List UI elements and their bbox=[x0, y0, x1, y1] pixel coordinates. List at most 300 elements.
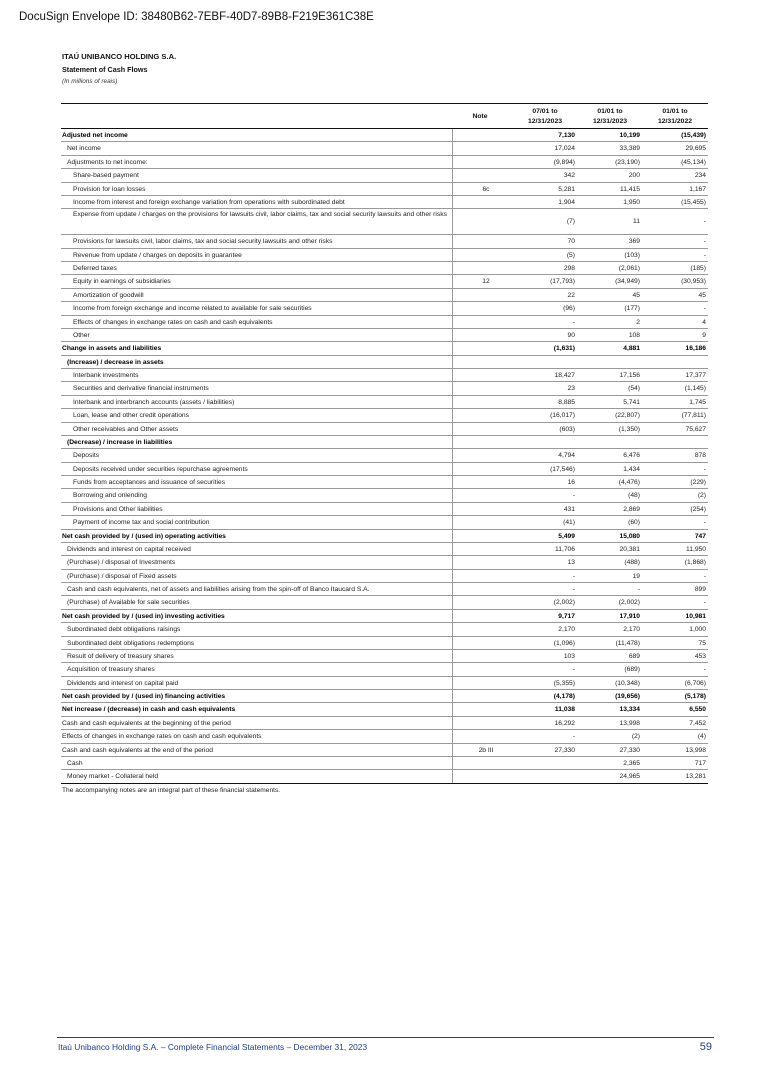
row-label: (Decrease) / increase in liabilities bbox=[67, 438, 173, 446]
row-value-period-2: 369 bbox=[628, 238, 640, 246]
row-value-period-1: - bbox=[572, 318, 575, 326]
column-divider bbox=[452, 129, 453, 142]
row-value-period-2: 13,334 bbox=[619, 706, 640, 714]
column-divider bbox=[452, 342, 453, 355]
column-divider bbox=[452, 703, 453, 716]
table-row bbox=[61, 543, 708, 556]
row-label: Funds from acceptances and issuance of securities bbox=[73, 479, 226, 486]
row-value-period-1: (7) bbox=[566, 218, 575, 226]
row-value-period-1: 2,170 bbox=[558, 626, 575, 634]
row-value-period-2: 5,741 bbox=[623, 398, 640, 406]
row-value-period-1: 18,427 bbox=[554, 372, 575, 379]
row-value-period-1: (603) bbox=[559, 425, 575, 433]
row-label: Loan, lease and other credit operations bbox=[73, 412, 189, 420]
row-value-period-3: 17,377 bbox=[685, 372, 706, 379]
table-row bbox=[61, 730, 708, 743]
row-value-period-1: (2,002) bbox=[553, 599, 575, 607]
column-divider bbox=[452, 623, 453, 636]
column-divider bbox=[452, 610, 453, 623]
footer-rule bbox=[57, 1037, 714, 1038]
column-header-period-3 bbox=[642, 107, 708, 127]
row-label: Net cash provided by / (used in) investing activities bbox=[62, 612, 225, 620]
row-label: Net increase / (decrease) in cash and cash equivalents bbox=[62, 706, 236, 714]
row-value-period-1: 27,330 bbox=[554, 746, 575, 754]
row-value-period-1: 22 bbox=[567, 291, 575, 299]
column-header-period-1-line1: 07/01 to bbox=[532, 108, 558, 115]
table-row bbox=[61, 209, 708, 235]
row-value-period-2: (10,348) bbox=[615, 679, 640, 687]
row-value-period-1: 11,038 bbox=[554, 706, 575, 714]
row-value-period-3: 453 bbox=[694, 652, 706, 660]
cash-flow-table bbox=[61, 129, 708, 784]
row-label: (Purchase) of Available for sale securities bbox=[67, 599, 190, 607]
column-divider bbox=[452, 770, 453, 783]
row-value-period-1: (4,178) bbox=[553, 693, 575, 700]
row-value-period-3: 9 bbox=[702, 331, 706, 339]
row-value-period-2: 15,080 bbox=[619, 532, 640, 540]
row-label: Securities and derivative financial instruments bbox=[73, 385, 209, 393]
row-value-period-3: 10,981 bbox=[685, 612, 706, 620]
table-row bbox=[61, 556, 708, 569]
row-label: Payment of income tax and social contribution bbox=[73, 519, 210, 527]
row-value-period-1: 5,499 bbox=[558, 532, 575, 540]
row-value-period-1: (17,546) bbox=[550, 465, 575, 473]
table-row bbox=[61, 275, 708, 288]
row-value-period-2: (103) bbox=[624, 251, 640, 259]
table-row bbox=[61, 570, 708, 583]
column-divider bbox=[452, 289, 453, 302]
row-value-period-2: 11,415 bbox=[620, 185, 640, 193]
row-label: Interbank investments bbox=[73, 372, 139, 379]
table-row bbox=[61, 530, 708, 543]
table-row bbox=[61, 637, 708, 650]
table-row bbox=[61, 690, 708, 703]
row-value-period-3: (15,455) bbox=[681, 198, 706, 206]
column-divider bbox=[452, 409, 453, 422]
row-label: (Purchase) / disposal of Investments bbox=[67, 559, 176, 567]
row-value-period-1: (41) bbox=[563, 519, 575, 527]
row-value-period-3: - bbox=[703, 218, 706, 226]
row-value-period-3: 13,998 bbox=[685, 746, 706, 754]
row-value-period-1: 7,130 bbox=[558, 132, 575, 139]
row-value-period-1: 70 bbox=[567, 238, 575, 246]
table-row bbox=[61, 770, 708, 783]
row-value-period-1: (17,793) bbox=[550, 278, 575, 286]
row-value-period-2: (34,949) bbox=[615, 278, 640, 286]
row-label: Net cash provided by / (used in) financing activities bbox=[62, 693, 226, 700]
column-divider bbox=[452, 302, 453, 315]
table-row bbox=[61, 183, 708, 196]
row-label: Net income bbox=[67, 145, 101, 153]
column-divider bbox=[452, 156, 453, 169]
table-row bbox=[61, 196, 708, 209]
column-divider bbox=[452, 235, 453, 248]
row-value-period-2: 13,998 bbox=[619, 719, 640, 727]
table-row bbox=[61, 677, 708, 690]
column-divider bbox=[452, 356, 453, 369]
row-value-period-2: 27,330 bbox=[619, 746, 640, 754]
row-value-period-1: - bbox=[572, 492, 575, 500]
row-label: (Increase) / decrease in assets bbox=[67, 358, 164, 366]
row-value-period-2: 33,389 bbox=[619, 145, 640, 153]
column-divider bbox=[452, 449, 453, 462]
row-value-period-3: - bbox=[703, 465, 706, 473]
column-header-period-3-line2: 12/31/2022 bbox=[657, 118, 693, 125]
table-row bbox=[61, 583, 708, 596]
table-row bbox=[61, 663, 708, 676]
column-header-period-2 bbox=[577, 107, 643, 127]
row-label: Interbank and interbranch accounts (assets / liabilities) bbox=[73, 398, 235, 406]
column-header-period-2-line2: 12/31/2023 bbox=[592, 118, 628, 125]
row-value-period-3: - bbox=[703, 305, 706, 313]
table-row bbox=[61, 262, 708, 275]
row-value-period-1: 11,706 bbox=[555, 545, 575, 553]
row-value-period-1: 298 bbox=[563, 265, 575, 272]
row-value-period-1: 16,292 bbox=[554, 719, 575, 727]
row-value-period-2: 4,881 bbox=[623, 345, 640, 353]
row-value-period-3: (185) bbox=[690, 265, 706, 272]
row-value-period-2: 17,910 bbox=[619, 612, 640, 620]
table-row bbox=[61, 757, 708, 770]
row-value-period-3: (1,145) bbox=[684, 385, 706, 393]
row-note: 2b III bbox=[478, 746, 494, 754]
page-number: 59 bbox=[699, 1041, 712, 1053]
table-row bbox=[61, 503, 708, 516]
table-row bbox=[61, 382, 708, 395]
table-row bbox=[61, 129, 708, 142]
column-divider bbox=[452, 690, 453, 703]
row-value-period-1: 1,904 bbox=[558, 198, 575, 206]
row-value-period-2: 10,199 bbox=[619, 132, 640, 139]
row-value-period-3: 11,950 bbox=[686, 545, 706, 553]
column-divider bbox=[452, 329, 453, 342]
row-value-period-3: (254) bbox=[690, 505, 706, 513]
table-row bbox=[61, 396, 708, 409]
row-label: Income from interest and foreign exchange variation from operations with subordinated debt bbox=[73, 198, 345, 206]
column-divider bbox=[452, 142, 453, 155]
row-value-period-2: 1,434 bbox=[623, 465, 640, 473]
column-divider bbox=[452, 183, 453, 196]
row-value-period-1: 23 bbox=[567, 385, 575, 393]
row-value-period-3: (45,134) bbox=[681, 158, 706, 166]
row-label: Cash bbox=[67, 759, 83, 767]
row-value-period-2: (4,476) bbox=[618, 479, 640, 486]
row-value-period-2: (1,350) bbox=[618, 425, 640, 433]
row-value-period-3: (5,178) bbox=[684, 693, 706, 700]
row-value-period-3: - bbox=[703, 519, 706, 527]
table-row bbox=[61, 463, 708, 476]
table-row bbox=[61, 610, 708, 623]
row-label: Equity in earnings of subsidiaries bbox=[73, 278, 171, 286]
row-value-period-2: 2 bbox=[636, 318, 640, 326]
row-value-period-1: (1,631) bbox=[553, 345, 575, 353]
row-value-period-3: 899 bbox=[694, 586, 706, 593]
row-label: Cash and cash equivalents at the end of the period bbox=[62, 746, 213, 754]
row-value-period-1: 8,885 bbox=[558, 398, 575, 406]
row-value-period-3: - bbox=[703, 572, 706, 580]
row-value-period-1: 90 bbox=[567, 331, 575, 339]
row-label: Dividends and interest on capital received bbox=[67, 545, 191, 553]
row-value-period-1: 4,794 bbox=[558, 452, 575, 460]
row-value-period-3: (4) bbox=[697, 733, 706, 741]
row-note: 6c bbox=[482, 185, 490, 193]
column-divider bbox=[452, 516, 453, 529]
column-divider bbox=[452, 543, 453, 556]
column-divider bbox=[452, 717, 453, 730]
column-divider bbox=[452, 262, 453, 275]
row-label: Amortization of goodwill bbox=[73, 291, 144, 299]
column-divider bbox=[452, 369, 453, 382]
row-label: Cash and cash equivalents at the beginning of the period bbox=[62, 719, 231, 727]
row-value-period-2: (689) bbox=[624, 666, 640, 674]
table-row bbox=[61, 650, 708, 663]
row-value-period-1: - bbox=[572, 586, 575, 593]
row-value-period-2: 6,476 bbox=[623, 452, 640, 460]
row-label: Subordinated debt obligations raisings bbox=[67, 626, 181, 634]
row-label: Adjustments to net income: bbox=[67, 158, 148, 166]
row-value-period-3: (6,706) bbox=[684, 679, 706, 687]
column-divider bbox=[452, 744, 453, 757]
row-label: Provision for loan losses bbox=[73, 185, 146, 193]
row-label: Change in assets and liabilities bbox=[62, 345, 162, 353]
header-top-rule bbox=[61, 103, 708, 104]
column-divider bbox=[452, 637, 453, 650]
column-divider bbox=[452, 489, 453, 502]
row-value-period-3: (30,953) bbox=[681, 278, 706, 286]
table-row bbox=[61, 423, 708, 436]
table-row bbox=[61, 142, 708, 155]
table-row bbox=[61, 316, 708, 329]
column-divider bbox=[452, 503, 453, 516]
table-row bbox=[61, 369, 708, 382]
row-value-period-3: 234 bbox=[694, 172, 706, 180]
table-row bbox=[61, 717, 708, 730]
row-value-period-3: 75,627 bbox=[685, 425, 706, 433]
row-label: Result of delivery of treasury shares bbox=[67, 652, 174, 660]
row-value-period-1: (96) bbox=[563, 305, 575, 313]
row-label: (Purchase) / disposal of Fixed assets bbox=[67, 572, 177, 580]
column-divider bbox=[452, 275, 453, 288]
row-value-period-3: 747 bbox=[694, 532, 706, 540]
row-value-period-2: 2,365 bbox=[623, 759, 640, 767]
row-value-period-1: (5) bbox=[566, 251, 575, 259]
row-label: Expense from update / charges on the provisions for lawsuits civil, labor claims, tax and social security lawsuits and other risks bbox=[73, 211, 447, 219]
row-value-period-1: - bbox=[572, 733, 575, 741]
row-value-period-1: 13 bbox=[567, 559, 575, 567]
column-divider bbox=[452, 596, 453, 609]
column-divider bbox=[452, 677, 453, 690]
row-value-period-3: - bbox=[703, 666, 706, 674]
column-header-period-1-line2: 12/31/2023 bbox=[527, 118, 563, 125]
row-value-period-2: 108 bbox=[628, 331, 640, 339]
row-value-period-2: 689 bbox=[628, 652, 640, 660]
column-divider bbox=[452, 209, 453, 235]
row-value-period-2: - bbox=[637, 586, 640, 593]
row-label: Other receivables and Other assets bbox=[73, 425, 179, 433]
column-divider bbox=[452, 650, 453, 663]
row-value-period-2: (488) bbox=[624, 559, 640, 567]
statement-title: Statement of Cash Flows bbox=[62, 65, 148, 74]
docusign-envelope-id: DocuSign Envelope ID: 38480B62-7EBF-40D7-89B8-F219E361C38E bbox=[19, 11, 374, 23]
table-row bbox=[61, 476, 708, 489]
row-label: Acquisition of treasury shares bbox=[67, 666, 155, 674]
units-note: (In millions of reais) bbox=[62, 78, 118, 85]
row-value-period-3: (15,439) bbox=[681, 132, 706, 139]
row-value-period-3: 6,550 bbox=[689, 706, 706, 714]
row-label: Adjusted net income bbox=[62, 132, 128, 139]
column-divider bbox=[452, 169, 453, 182]
table-row bbox=[61, 329, 708, 342]
row-label: Deposits bbox=[73, 452, 100, 460]
table-row bbox=[61, 356, 708, 369]
row-value-period-1: (9,894) bbox=[553, 158, 575, 166]
table-row bbox=[61, 596, 708, 609]
column-divider bbox=[452, 396, 453, 409]
row-label: Other bbox=[73, 331, 90, 339]
table-row bbox=[61, 436, 708, 449]
row-value-period-2: 2,869 bbox=[623, 505, 640, 513]
row-value-period-3: 4 bbox=[702, 318, 706, 326]
row-value-period-1: 103 bbox=[563, 652, 575, 660]
column-divider bbox=[452, 556, 453, 569]
row-value-period-3: 1,745 bbox=[689, 398, 706, 406]
row-value-period-2: (23,190) bbox=[615, 158, 640, 166]
row-label: Effects of changes in exchange rates on cash and cash equivalents bbox=[62, 733, 262, 741]
row-note: 12 bbox=[482, 278, 490, 286]
row-value-period-3: 7,452 bbox=[689, 719, 706, 727]
column-divider bbox=[452, 382, 453, 395]
row-value-period-3: (2) bbox=[697, 492, 706, 500]
row-label: Dividends and interest on capital paid bbox=[67, 679, 179, 687]
row-value-period-1: 431 bbox=[563, 505, 575, 513]
column-divider bbox=[452, 436, 453, 449]
row-value-period-3: 45 bbox=[698, 291, 706, 299]
row-label: Cash and cash equivalents, net of assets and liabilities arising from the spin-off of Banco Itaucard S.A. bbox=[67, 586, 370, 593]
row-value-period-3: 878 bbox=[694, 452, 706, 460]
row-value-period-1: - bbox=[572, 572, 575, 580]
row-label: Provisions for lawsuits civil, labor claims, tax and social security lawsuits and other risks bbox=[73, 238, 333, 246]
row-label: Revenue from update / charges on deposits in guarantee bbox=[73, 251, 242, 259]
row-value-period-3: 13,281 bbox=[685, 773, 706, 781]
table-row bbox=[61, 703, 708, 716]
row-value-period-3: (77,811) bbox=[681, 412, 706, 420]
row-value-period-3: (1,868) bbox=[684, 559, 706, 567]
table-row bbox=[61, 623, 708, 636]
table-row bbox=[61, 744, 708, 757]
footer-text: Itaú Unibanco Holding S.A. – Complete Financial Statements – December 31, 2023 bbox=[58, 1042, 368, 1052]
row-value-period-3: 16,186 bbox=[685, 345, 706, 353]
row-label: Net cash provided by / (used in) operating activities bbox=[62, 532, 226, 540]
row-value-period-2: (177) bbox=[624, 305, 640, 313]
column-divider bbox=[452, 249, 453, 262]
table-row bbox=[61, 289, 708, 302]
table-row bbox=[61, 302, 708, 315]
row-value-period-1: 16 bbox=[567, 479, 575, 486]
table-row bbox=[61, 449, 708, 462]
row-value-period-2: 2,170 bbox=[623, 626, 640, 634]
row-value-period-2: (19,656) bbox=[615, 693, 640, 700]
row-value-period-1: 342 bbox=[563, 172, 575, 180]
row-label: Effects of changes in exchange rates on cash and cash equivalents bbox=[73, 318, 273, 326]
column-divider bbox=[452, 423, 453, 436]
row-label: Money market - Collateral held bbox=[67, 773, 159, 781]
row-value-period-1: 5,281 bbox=[558, 185, 575, 193]
row-value-period-2: 11 bbox=[633, 218, 640, 226]
row-label: Provisions and Other liabilities bbox=[73, 505, 163, 513]
column-divider bbox=[452, 196, 453, 209]
row-value-period-1: 17,024 bbox=[554, 145, 575, 153]
column-divider bbox=[452, 463, 453, 476]
row-value-period-2: (54) bbox=[628, 385, 640, 393]
row-value-period-2: (2,061) bbox=[618, 265, 640, 272]
row-value-period-2: 200 bbox=[628, 172, 640, 180]
row-label: Share-based payment bbox=[73, 172, 139, 180]
row-value-period-3: - bbox=[703, 251, 706, 259]
table-row bbox=[61, 235, 708, 248]
row-value-period-2: 1,950 bbox=[623, 198, 640, 206]
row-value-period-3: 1,167 bbox=[689, 185, 706, 193]
row-value-period-1: (5,355) bbox=[553, 679, 575, 687]
column-divider bbox=[452, 570, 453, 583]
row-value-period-1: (1,096) bbox=[553, 639, 575, 647]
row-label: Deferred taxes bbox=[73, 265, 117, 272]
row-value-period-2: 45 bbox=[632, 291, 640, 299]
column-divider bbox=[452, 757, 453, 770]
row-value-period-2: 24,965 bbox=[619, 773, 640, 781]
column-divider bbox=[452, 316, 453, 329]
footnote: The accompanying notes are an integral part of these financial statements. bbox=[62, 787, 281, 794]
row-value-period-1: 9,717 bbox=[558, 612, 575, 620]
row-value-period-3: 717 bbox=[694, 759, 706, 767]
column-divider bbox=[452, 583, 453, 596]
column-divider bbox=[452, 663, 453, 676]
table-row bbox=[61, 489, 708, 502]
company-name: ITAÚ UNIBANCO HOLDING S.A. bbox=[62, 52, 177, 61]
row-label: Income from foreign exchange and income related to available for sale securities bbox=[73, 305, 312, 313]
row-label: Subordinated debt obligations redemptions bbox=[67, 639, 195, 647]
table-row bbox=[61, 516, 708, 529]
column-header-note: Note bbox=[472, 113, 488, 120]
row-value-period-1: (16,017) bbox=[550, 412, 575, 420]
column-divider bbox=[452, 530, 453, 543]
row-label: Deposits received under securities repurchase agreements bbox=[73, 465, 248, 473]
row-value-period-3: - bbox=[703, 238, 706, 246]
row-value-period-2: (2,002) bbox=[618, 599, 640, 607]
row-value-period-3: - bbox=[703, 599, 706, 607]
row-value-period-3: 29,695 bbox=[685, 145, 706, 153]
row-value-period-2: (22,807) bbox=[615, 412, 640, 420]
row-value-period-2: 17,156 bbox=[619, 372, 640, 379]
row-label: Borrowing and onlending bbox=[73, 492, 147, 500]
row-value-period-2: (48) bbox=[628, 492, 640, 500]
row-value-period-2: (60) bbox=[628, 519, 640, 527]
row-value-period-2: (2) bbox=[631, 733, 640, 741]
table-row bbox=[61, 156, 708, 169]
column-divider bbox=[452, 730, 453, 743]
column-header-period-1 bbox=[512, 107, 578, 127]
row-value-period-3: (229) bbox=[690, 479, 706, 486]
table-row bbox=[61, 249, 708, 262]
column-header-period-3-line1: 01/01 to bbox=[662, 108, 688, 115]
row-value-period-2: 20,381 bbox=[619, 545, 640, 553]
row-value-period-3: 75 bbox=[698, 639, 706, 647]
column-divider bbox=[452, 476, 453, 489]
table-row bbox=[61, 342, 708, 355]
row-value-period-3: 1,000 bbox=[689, 626, 706, 634]
row-value-period-1: - bbox=[572, 666, 575, 674]
table-row bbox=[61, 169, 708, 182]
row-value-period-2: 19 bbox=[632, 572, 640, 580]
